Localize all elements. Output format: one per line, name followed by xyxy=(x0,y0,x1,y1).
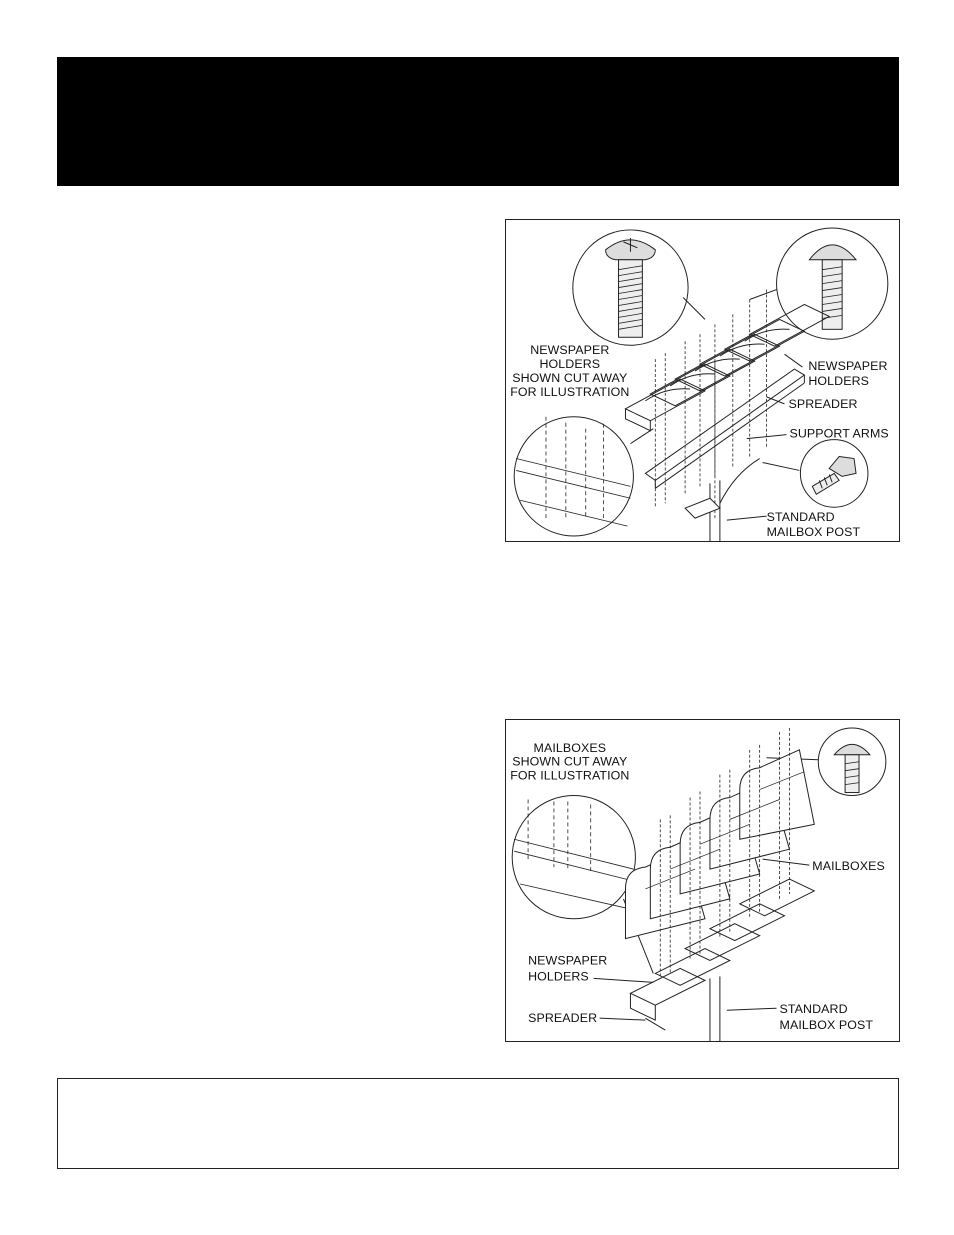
leader-post-2 xyxy=(727,1008,777,1010)
label-mb-cutaway-3: FOR ILLUSTRATION xyxy=(510,768,630,783)
spreader-and-post xyxy=(645,976,720,1041)
label-mb-cutaway-2: SHOWN CUT AWAY xyxy=(512,754,628,769)
phillips-bolt-icon xyxy=(606,238,656,337)
leader-spreader-2 xyxy=(600,1018,646,1020)
label-cutaway-3: SHOWN CUT AWAY xyxy=(512,370,628,385)
newspaper-holder-trays xyxy=(625,304,829,430)
assembly-diagram-mailboxes xyxy=(505,719,900,1042)
label-holders-2-1: NEWSPAPER xyxy=(528,953,608,968)
mailbox-post xyxy=(685,459,760,541)
cutaway-detail-circle-2 xyxy=(512,796,635,919)
lag-screw-icon xyxy=(812,457,856,495)
carriage-bolt-icon-2 xyxy=(834,744,870,792)
carriage-bolt-icon xyxy=(809,245,856,329)
leader-mailboxes xyxy=(763,859,810,865)
label-post-2-1: STANDARD xyxy=(779,1002,848,1017)
label-spreader: SPREADER xyxy=(788,396,858,411)
label-cutaway-1: NEWSPAPER xyxy=(530,343,610,358)
label-holders-2-2: HOLDERS xyxy=(528,969,589,984)
label-cutaway-2: HOLDERS xyxy=(539,357,601,372)
leader-post xyxy=(727,516,767,520)
diagram-1-drawing xyxy=(506,220,899,541)
label-cutaway-4: FOR ILLUSTRATION xyxy=(510,384,630,399)
label-post-2: MAILBOX POST xyxy=(766,525,861,540)
label-newspaper-holders-1: NEWSPAPER xyxy=(808,359,888,374)
leader-holders-2 xyxy=(594,978,654,982)
note-box xyxy=(57,1078,899,1169)
label-mb-cutaway-1: MAILBOXES xyxy=(533,740,607,755)
diagram-2-drawing xyxy=(506,720,899,1041)
assembly-diagram-newspaper-holders xyxy=(505,219,900,542)
leader-holders xyxy=(784,354,802,367)
label-newspaper-holders-2: HOLDERS xyxy=(808,373,870,388)
label-post-1: STANDARD xyxy=(766,510,835,525)
cutaway-detail-contents-2 xyxy=(514,800,633,909)
label-spreader-2: SPREADER xyxy=(528,1011,598,1026)
label-post-2-2: MAILBOX POST xyxy=(779,1018,874,1033)
label-support-arms: SUPPORT ARMS xyxy=(789,426,889,441)
spreader-bar xyxy=(645,369,804,488)
cutaway-detail-circle xyxy=(514,417,633,536)
label-mailboxes: MAILBOXES xyxy=(812,859,885,874)
header-bar xyxy=(57,57,899,186)
